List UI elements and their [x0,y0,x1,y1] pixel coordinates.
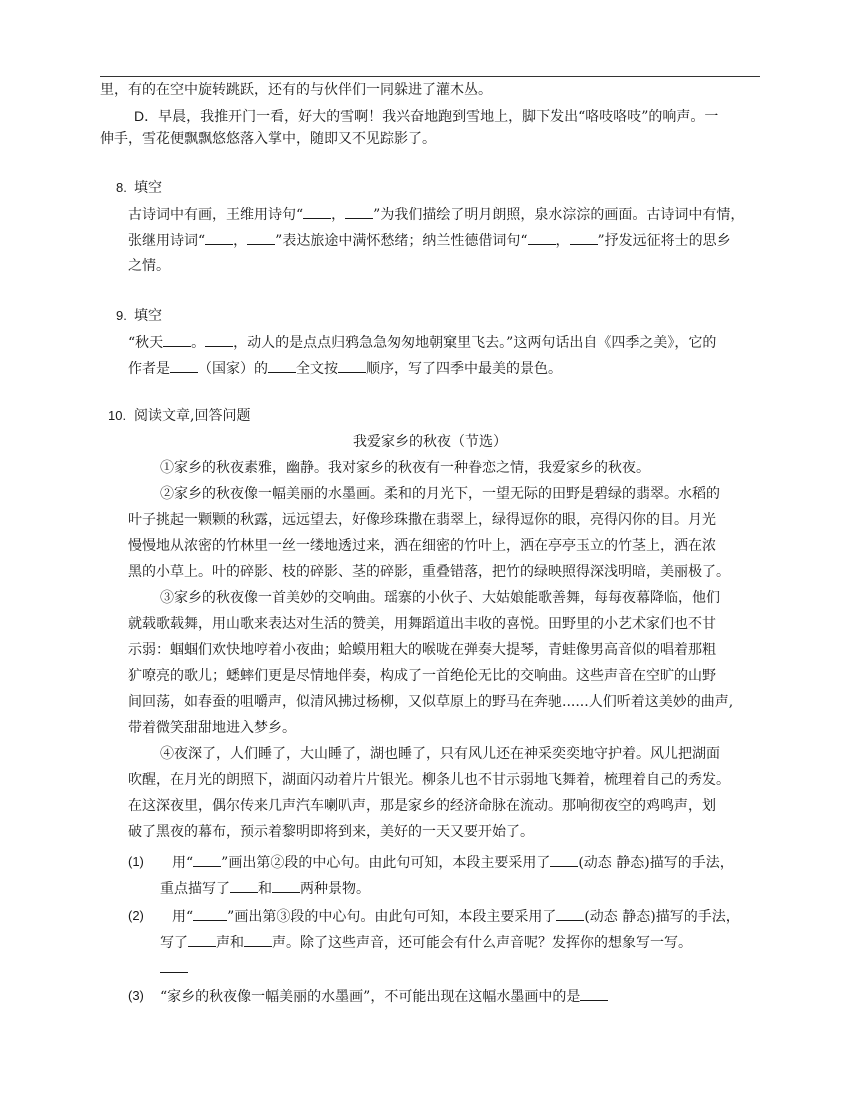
q8-text: ， [233,233,248,249]
passage-paragraph-3-line: ③家乡的秋夜像一首美妙的交响曲。瑶寨的小伙子、大姑娘能歌善舞，每每夜幕降临，他们 [160,590,720,606]
passage-paragraph-4-line: 吹醒，在月光的朗照下，湖面闪动着片片银光。柳条儿也不甘示弱地飞舞着，梳理着自己的秀发。 [128,772,730,788]
answer-blank[interactable] [163,332,191,347]
answer-blank[interactable] [580,986,608,1001]
header-rule [100,76,760,77]
q9-line1 [128,332,716,352]
q8-text: ”为我们描绘了明月朗照，泉水淙淙的画面。古诗词中有情， [373,207,745,223]
q8-line1 [128,204,744,224]
q8-text: 张继用诗词“ [128,233,206,249]
subquestion-3-line1 [160,986,608,1006]
q8-text: ， [555,233,570,249]
answer-blank[interactable] [188,932,216,947]
option-d [134,106,718,126]
answer-blank[interactable] [338,358,366,373]
subquestion-2-answer-line [160,958,188,978]
q9-text: 全文按 [296,361,338,377]
sub2-text: 用“ [172,909,194,925]
q9-text: “秋天 [128,335,164,351]
sub2-text: 声。除了这些声音，还可能会有什么声音呢？发挥你的想象写一写。 [272,935,692,951]
answer-blank[interactable] [303,204,331,219]
subquestion-1-line2 [160,878,370,898]
answer-blank[interactable] [244,932,272,947]
q8-line3: 之情。 [128,258,170,274]
answer-blank[interactable] [550,852,578,867]
passage-paragraph-3-line: 间回荡，如春蚕的咀嚼声，似清风拂过杨柳，又似草原上的野马在奔驰......人们听着这美妙的曲声, [128,694,734,710]
subquestion-1-number: (1) [128,854,144,869]
q8-number: 8. [116,180,127,195]
sub2-text: 声和 [216,935,244,951]
sub1-text: ”画出第②段的中心句。由此句可知，本段主要采用了 [221,855,551,871]
sub2-text: 写了 [160,935,188,951]
answer-blank[interactable] [170,358,198,373]
q9-text: 。 [191,335,206,351]
passage-paragraph-2-line: 慢慢地从浓密的竹林里一丝一缕地透过来，洒在细密的竹叶上，洒在亭亭玉立的竹茎上，洒在浓 [128,538,716,554]
passage-paragraph-1: ①家乡的秋夜素雅，幽静。我对家乡的秋夜有一种眷恋之情，我爱家乡的秋夜。 [160,460,650,476]
passage-paragraph-2-line: 黑的小草上。叶的碎影、枝的碎影、茎的碎影，重叠错落，把竹的绿映照得深浅明暗，美丽极了。 [128,564,730,580]
previous-option-fragment: 里，有的在空中旋转跳跃，还有的与伙伴们一同躲进了灌木丛。 [100,82,492,98]
answer-blank[interactable] [570,230,598,245]
q9-line2 [128,358,562,378]
q9-number: 9. [116,308,127,323]
answer-blank[interactable] [272,878,300,893]
passage-paragraph-2-line: 叶子挑起一颗颗的秋露，远远望去，好像珍珠撒在翡翠上，绿得逗你的眼，亮得闪你的目。月光 [128,512,716,528]
sub1-text: 两种景物。 [300,881,370,897]
sub2-text: ”画出第③段的中心句。由此句可知，本段主要采用了 [227,909,557,925]
q8-text: ， [331,207,346,223]
q8-text: 古诗词中有画，王维用诗句“ [128,207,304,223]
answer-blank[interactable] [205,332,233,347]
answer-blank[interactable] [193,852,221,867]
answer-blank[interactable] [205,230,233,245]
q10-number: 10. [108,408,127,423]
passage-paragraph-4-line: 在这深夜里，偶尔传来几声汽车喇叭声，那是家乡的经济命脉在流动。那响彻夜空的鸡鸣声，划 [128,798,716,814]
q10-instruction: 阅读文章,回答问题 [134,408,251,424]
subquestion-1-line1 [172,852,734,872]
answer-blank[interactable] [345,204,373,219]
sub3-text: “家乡的秋夜像一幅美丽的水墨画”，不可能出现在这幅水墨画中的是 [160,989,581,1005]
q8-text: ”抒发远征将士的思乡 [597,233,731,249]
answer-blank[interactable] [193,906,227,921]
q9-text: （国家）的 [198,361,268,377]
subquestion-2-line2 [160,932,692,952]
subquestion-2-number: (2) [128,908,144,923]
passage-paragraph-4-line: 破了黑夜的幕布，预示着黎明即将到来，美好的一天又要开始了。 [128,824,534,840]
sub2-text: (动态 静态)描写的手法， [584,909,740,925]
answer-blank[interactable] [556,906,584,921]
answer-blank[interactable] [160,958,188,973]
passage-paragraph-3-line: 带着微笑甜甜地进入梦乡。 [128,720,296,736]
q8-type: 填空 [134,180,162,196]
option-d-letter: D． [134,108,159,124]
passage-paragraph-3-line: 示弱：蝈蝈们欢快地哼着小夜曲；蛤蟆用粗大的喉咙在弹奏大提琴，青蛙像男高音似的唱着那粗 [128,642,716,658]
option-d-line2: 伸手，雪花便飘飘悠悠落入掌中，随即又不见踪影了。 [100,131,436,147]
q9-text: 顺序，写了四季中最美的景色。 [366,361,562,377]
answer-blank[interactable] [247,230,275,245]
answer-blank[interactable] [230,878,258,893]
answer-blank[interactable] [268,358,296,373]
q9-type: 填空 [134,308,162,324]
q8-line2 [128,230,731,250]
passage-paragraph-3-line: 犷嘹亮的歌儿；蟋蟀们更是尽情地伴奏，构成了一首绝伦无比的交响曲。这些声音在空旷的山野 [128,668,716,684]
passage-title: 我爱家乡的秋夜（节选） [353,434,507,450]
passage-paragraph-2-line: ②家乡的秋夜像一幅美丽的水墨画。柔和的月光下，一望无际的田野是碧绿的翡翠。水稻的 [160,486,720,502]
sub1-text: 和 [258,881,272,897]
q9-text: 作者是 [128,361,170,377]
passage-paragraph-3-line: 就载歌载舞，用山歌来表达对生活的赞美，用舞蹈道出丰收的喜悦。田野里的小艺术家们也不甘 [128,616,716,632]
q9-text: ，动人的是点点归鸦急急匆匆地朝窠里飞去。”这两句话出自《四季之美》，它的 [233,335,717,351]
passage-paragraph-4-line: ④夜深了，人们睡了，大山睡了，湖也睡了，只有风儿还在神采奕奕地守护着。风儿把湖面 [160,746,720,762]
sub1-text: (动态 静态)描写的手法， [578,855,734,871]
option-d-line1: 早晨，我推开门一看，好大的雪啊！我兴奋地跑到雪地上，脚下发出“咯吱咯吱”的响声。一 [158,109,719,125]
sub1-text: 重点描写了 [160,881,230,897]
sub1-text: 用“ [172,855,194,871]
subquestion-2-line1 [172,906,740,926]
answer-blank[interactable] [528,230,556,245]
subquestion-3-number: (3) [128,988,144,1003]
q8-text: ”表达旅途中满怀愁绪；纳兰性德借词句“ [275,233,528,249]
